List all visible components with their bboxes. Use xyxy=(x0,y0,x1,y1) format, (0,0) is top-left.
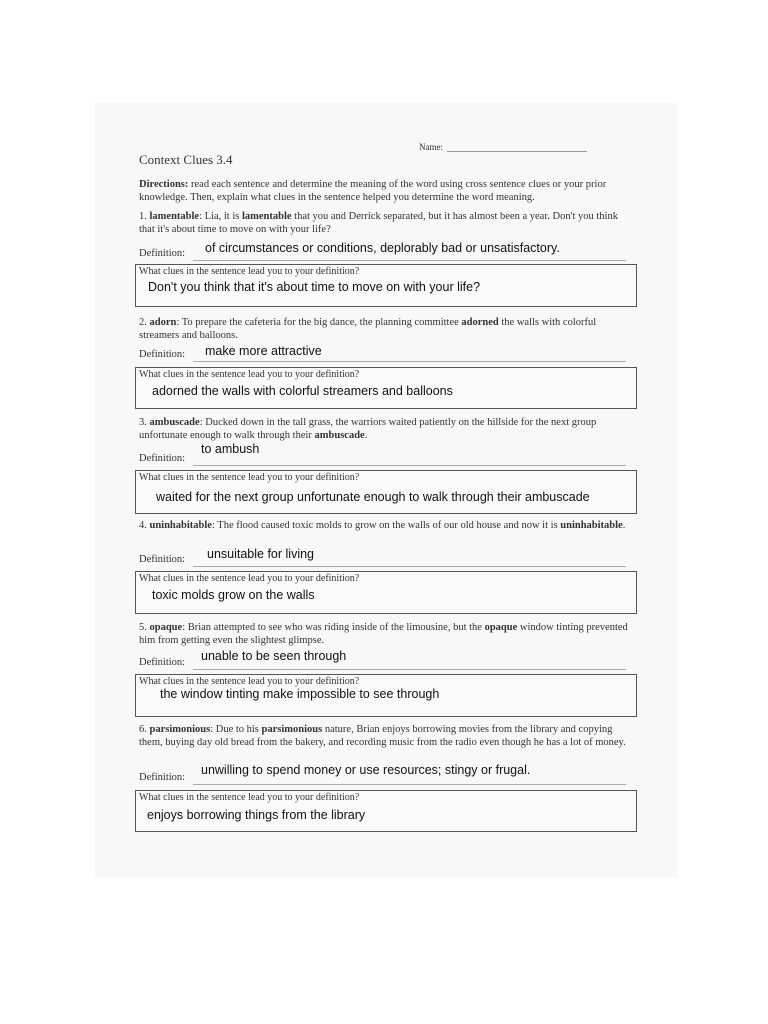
definition-label: Definition: xyxy=(139,248,186,259)
clue-box[interactable] xyxy=(135,264,637,307)
clue-answer: toxic molds grow on the walls xyxy=(152,588,315,602)
directions xyxy=(139,178,639,204)
question-sentence: 2. adorn: To prepare the cafeteria for the big dance, the planning committee adorned the walls with colorful streamers and balloons. xyxy=(139,317,597,341)
directions-text: read each sentence and determine the meaning of the word using cross sentence clues or your prior knowledge. Then, explain what clues in the sentence helped you determine the word meaning. xyxy=(139,179,607,203)
question-sentence: 6. parsimonious: Due to his parsimonious nature, Brian enjoys borrowing movies from the library and copying them, buying day old bread from the bakery, and recording music from the radio even though he has a lot of money. xyxy=(139,724,626,748)
definition-answer[interactable]: unable to be seen through xyxy=(201,649,347,663)
definition-label: Definition: xyxy=(139,554,186,565)
definition-line xyxy=(193,465,626,466)
clue-answer: adorned the walls with colorful streamers and balloons xyxy=(152,384,453,398)
definition-label: Definition: xyxy=(139,772,186,783)
clue-question: What clues in the sentence lead you to your definition? xyxy=(139,573,360,584)
clue-box[interactable] xyxy=(135,470,637,514)
definition-line xyxy=(193,784,626,785)
clue-box[interactable] xyxy=(135,790,637,832)
clue-box[interactable] xyxy=(135,674,637,717)
name-label: Name: xyxy=(419,142,443,152)
clue-box[interactable] xyxy=(135,571,637,614)
definition-label: Definition: xyxy=(139,349,186,360)
clue-answer: Don't you think that it's about time to move on with your life? xyxy=(148,280,481,294)
definition-answer[interactable]: of circumstances or conditions, deplorably bad or unsatisfactory. xyxy=(205,241,560,255)
clue-question: What clues in the sentence lead you to your definition? xyxy=(139,369,360,380)
clue-answer: enjoys borrowing things from the library xyxy=(147,808,366,822)
worksheet-title: Context Clues 3.4 xyxy=(139,152,233,167)
definition-line xyxy=(193,669,626,670)
definition-line xyxy=(193,566,626,567)
definition-label: Definition: xyxy=(139,453,186,464)
question-sentence: 4. uninhabitable: The flood caused toxic molds to grow on the walls of our old house and now it is uninhabitable. xyxy=(139,520,626,531)
directions-label: Directions: xyxy=(139,179,189,190)
definition-answer[interactable]: to ambush xyxy=(201,442,260,456)
clue-answer: the window tinting make impossible to see through xyxy=(160,687,440,701)
name-field xyxy=(419,142,587,152)
clue-box[interactable] xyxy=(135,367,637,409)
clue-question: What clues in the sentence lead you to your definition? xyxy=(139,792,360,803)
clue-question: What clues in the sentence lead you to your definition? xyxy=(139,676,360,687)
definition-answer[interactable]: make more attractive xyxy=(205,344,322,358)
definition-answer[interactable]: unwilling to spend money or use resources; stingy or frugal. xyxy=(201,763,531,777)
clue-question: What clues in the sentence lead you to your definition? xyxy=(139,472,360,483)
clue-answer: waited for the next group unfortunate enough to walk through their ambuscade xyxy=(156,490,590,504)
clue-question: What clues in the sentence lead you to your definition? xyxy=(139,266,360,277)
definition-line xyxy=(193,361,626,362)
definition-label: Definition: xyxy=(139,657,186,668)
question-sentence: 1. lamentable: Lia, it is lamentable that you and Derrick separated, but it has almost been a year. Don't you think that it's about time to move on with your life? xyxy=(139,211,618,235)
definition-line xyxy=(193,260,626,261)
name-blank-line xyxy=(447,143,587,152)
definition-answer[interactable]: unsuitable for living xyxy=(207,547,315,561)
question-sentence: 5. opaque: Brian attempted to see who was riding inside of the limousine, but the opaque window tinting prevented him from getting even the slightest glimpse. xyxy=(139,622,628,646)
question-sentence: 3. ambuscade: Ducked down in the tall grass, the warriors waited patiently on the hillside for the next group unfortunate enough to walk through their ambuscade. xyxy=(139,417,597,441)
